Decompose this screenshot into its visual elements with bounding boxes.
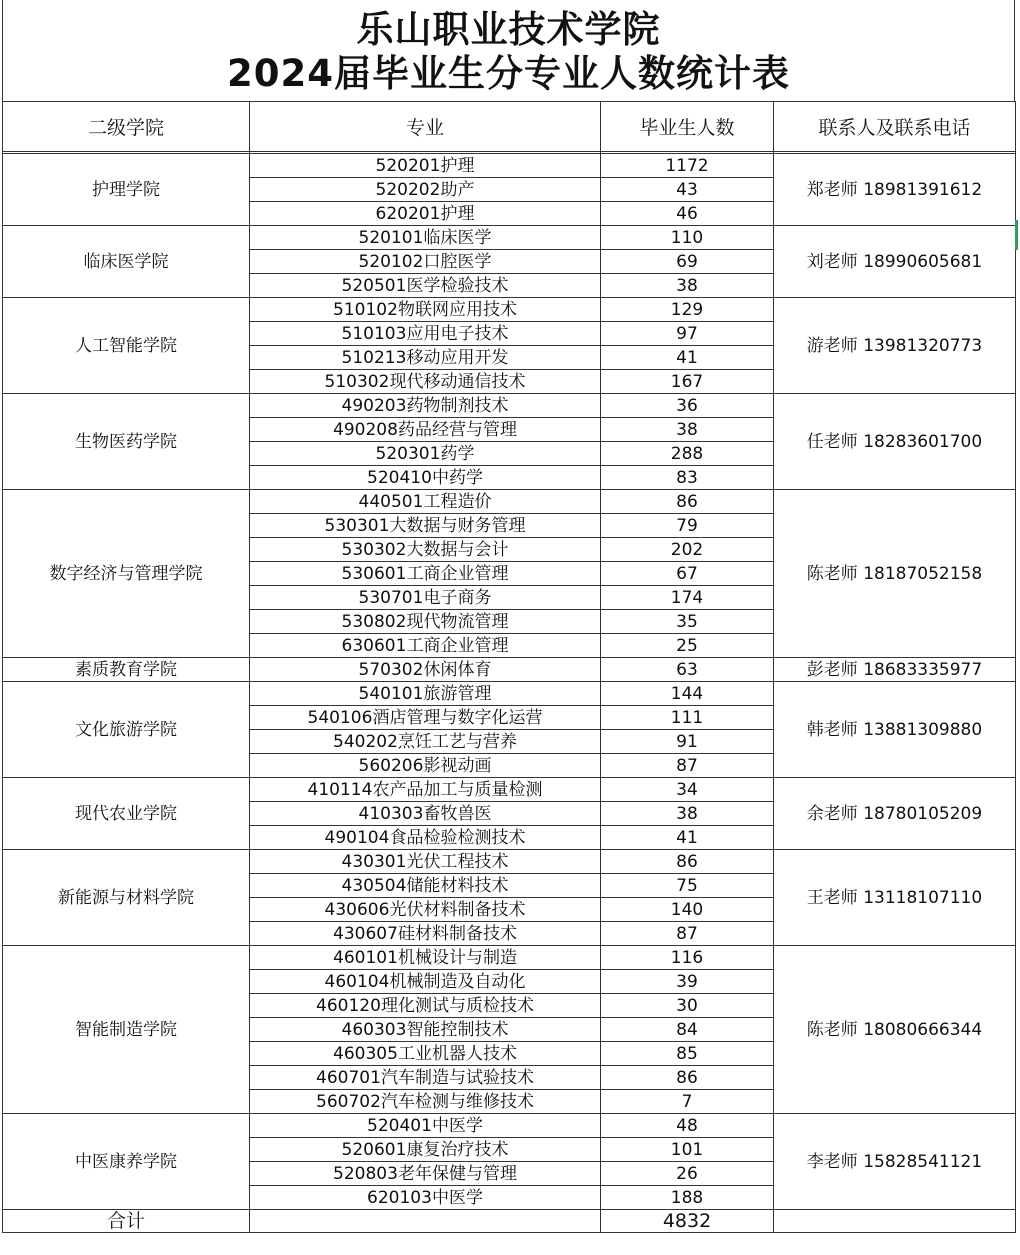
count-cell: 97 — [601, 322, 774, 346]
contact-cell: 刘老师 18990605681 — [774, 226, 1016, 298]
major-cell: 490104食品检验检测技术 — [250, 826, 601, 850]
major-cell: 440501工程造价 — [250, 490, 601, 514]
major-cell: 570302休闲体育 — [250, 658, 601, 682]
college-cell: 素质教育学院 — [3, 658, 250, 682]
major-cell: 460104机械制造及自动化 — [250, 970, 601, 994]
major-cell: 530302大数据与会计 — [250, 538, 601, 562]
major-cell: 460701汽车制造与试验技术 — [250, 1066, 601, 1090]
college-cell: 临床医学院 — [3, 226, 250, 298]
contact-cell: 余老师 18780105209 — [774, 778, 1016, 850]
major-cell: 540101旅游管理 — [250, 682, 601, 706]
major-cell: 460303智能控制技术 — [250, 1018, 601, 1042]
count-cell: 34 — [601, 778, 774, 802]
contact-cell: 韩老师 13881309880 — [774, 682, 1016, 778]
count-cell: 86 — [601, 490, 774, 514]
table-title: 2024届毕业生分专业人数统计表 — [227, 52, 790, 95]
count-cell: 75 — [601, 874, 774, 898]
table-row — [3, 226, 1016, 250]
count-cell: 174 — [601, 586, 774, 610]
major-cell: 460120理化测试与质检技术 — [250, 994, 601, 1018]
count-cell: 83 — [601, 466, 774, 490]
count-cell: 7 — [601, 1090, 774, 1114]
count-cell: 116 — [601, 946, 774, 970]
table-row — [3, 658, 1016, 682]
count-cell: 79 — [601, 514, 774, 538]
count-cell: 67 — [601, 562, 774, 586]
major-cell: 520410中药学 — [250, 466, 601, 490]
table-row — [3, 850, 1016, 874]
college-cell: 人工智能学院 — [3, 298, 250, 394]
count-cell: 91 — [601, 730, 774, 754]
header-major: 专业 — [250, 102, 601, 152]
count-cell: 39 — [601, 970, 774, 994]
major-cell: 620201护理 — [250, 202, 601, 226]
school-title: 乐山职业技术学院 — [356, 8, 661, 51]
count-cell: 111 — [601, 706, 774, 730]
table-row — [3, 298, 1016, 322]
major-cell: 530802现代物流管理 — [250, 610, 601, 634]
table-row — [3, 682, 1016, 706]
college-cell: 现代农业学院 — [3, 778, 250, 850]
major-cell: 540106酒店管理与数字化运营 — [250, 706, 601, 730]
count-cell: 87 — [601, 754, 774, 778]
major-cell: 490208药品经营与管理 — [250, 418, 601, 442]
count-cell: 48 — [601, 1114, 774, 1138]
contact-cell: 李老师 15828541121 — [774, 1114, 1016, 1210]
major-cell: 620103中医学 — [250, 1186, 601, 1210]
total-label: 合计 — [3, 1210, 250, 1233]
major-cell: 530701电子商务 — [250, 586, 601, 610]
count-cell: 188 — [601, 1186, 774, 1210]
college-cell: 文化旅游学院 — [3, 682, 250, 778]
table-row — [3, 154, 1016, 178]
major-cell: 530601工商企业管理 — [250, 562, 601, 586]
count-cell: 69 — [601, 250, 774, 274]
major-cell: 520201护理 — [250, 154, 601, 178]
table-row — [3, 1114, 1016, 1138]
contact-cell: 任老师 18283601700 — [774, 394, 1016, 490]
college-cell: 生物医药学院 — [3, 394, 250, 490]
major-cell: 520202助产 — [250, 178, 601, 202]
major-cell: 560206影视动画 — [250, 754, 601, 778]
count-cell: 30 — [601, 994, 774, 1018]
count-cell: 86 — [601, 1066, 774, 1090]
major-cell: 430607硅材料制备技术 — [250, 922, 601, 946]
count-cell: 202 — [601, 538, 774, 562]
total-empty — [250, 1210, 601, 1233]
count-cell: 38 — [601, 418, 774, 442]
major-cell: 520803老年保健与管理 — [250, 1162, 601, 1186]
count-cell: 41 — [601, 826, 774, 850]
major-cell: 510302现代移动通信技术 — [250, 370, 601, 394]
college-cell: 中医康养学院 — [3, 1114, 250, 1210]
major-cell: 520301药学 — [250, 442, 601, 466]
major-cell: 520401中医学 — [250, 1114, 601, 1138]
selection-edge-marker — [1015, 220, 1018, 250]
major-cell: 520501医学检验技术 — [250, 274, 601, 298]
major-cell: 520102口腔医学 — [250, 250, 601, 274]
college-cell: 智能制造学院 — [3, 946, 250, 1114]
header-count: 毕业生人数 — [601, 102, 774, 152]
count-cell: 167 — [601, 370, 774, 394]
major-cell: 460305工业机器人技术 — [250, 1042, 601, 1066]
header-contact: 联系人及联系电话 — [774, 102, 1016, 152]
major-cell: 520101临床医学 — [250, 226, 601, 250]
major-cell: 430301光伏工程技术 — [250, 850, 601, 874]
count-cell: 144 — [601, 682, 774, 706]
major-cell: 460101机械设计与制造 — [250, 946, 601, 970]
contact-cell: 陈老师 18080666344 — [774, 946, 1016, 1114]
table-row — [3, 394, 1016, 418]
count-cell: 101 — [601, 1138, 774, 1162]
count-cell: 38 — [601, 802, 774, 826]
major-cell: 410303畜牧兽医 — [250, 802, 601, 826]
table-row — [3, 778, 1016, 802]
contact-cell: 郑老师 18981391612 — [774, 154, 1016, 226]
contact-cell: 王老师 13118107110 — [774, 850, 1016, 946]
major-cell: 530301大数据与财务管理 — [250, 514, 601, 538]
count-cell: 84 — [601, 1018, 774, 1042]
contact-cell: 游老师 13981320773 — [774, 298, 1016, 394]
count-cell: 26 — [601, 1162, 774, 1186]
count-cell: 35 — [601, 610, 774, 634]
major-cell: 430504储能材料技术 — [250, 874, 601, 898]
major-cell: 490203药物制剂技术 — [250, 394, 601, 418]
count-cell: 41 — [601, 346, 774, 370]
college-cell: 新能源与材料学院 — [3, 850, 250, 946]
count-cell: 63 — [601, 658, 774, 682]
major-cell: 430606光伏材料制备技术 — [250, 898, 601, 922]
header-row — [3, 102, 1016, 152]
major-cell: 540202烹饪工艺与营养 — [250, 730, 601, 754]
major-cell: 510103应用电子技术 — [250, 322, 601, 346]
count-cell: 140 — [601, 898, 774, 922]
major-cell: 560702汽车检测与维修技术 — [250, 1090, 601, 1114]
total-empty — [774, 1210, 1016, 1233]
contact-cell: 陈老师 18187052158 — [774, 490, 1016, 658]
table-row — [3, 946, 1016, 970]
total-value: 4832 — [601, 1210, 774, 1233]
count-cell: 1172 — [601, 154, 774, 178]
major-cell: 410114农产品加工与质量检测 — [250, 778, 601, 802]
count-cell: 129 — [601, 298, 774, 322]
count-cell: 288 — [601, 442, 774, 466]
count-cell: 43 — [601, 178, 774, 202]
count-cell: 36 — [601, 394, 774, 418]
count-cell: 86 — [601, 850, 774, 874]
graduate-table — [2, 101, 1016, 1233]
major-cell: 630601工商企业管理 — [250, 634, 601, 658]
college-cell: 数字经济与管理学院 — [3, 490, 250, 658]
major-cell: 510102物联网应用技术 — [250, 298, 601, 322]
table-row — [3, 490, 1016, 514]
major-cell: 510213移动应用开发 — [250, 346, 601, 370]
major-cell: 520601康复治疗技术 — [250, 1138, 601, 1162]
count-cell: 85 — [601, 1042, 774, 1066]
title-block — [2, 0, 1015, 101]
count-cell: 87 — [601, 922, 774, 946]
count-cell: 46 — [601, 202, 774, 226]
count-cell: 110 — [601, 226, 774, 250]
total-row — [3, 1210, 1016, 1233]
college-cell: 护理学院 — [3, 154, 250, 226]
header-college: 二级学院 — [3, 102, 250, 152]
count-cell: 25 — [601, 634, 774, 658]
contact-cell: 彭老师 18683335977 — [774, 658, 1016, 682]
count-cell: 38 — [601, 274, 774, 298]
